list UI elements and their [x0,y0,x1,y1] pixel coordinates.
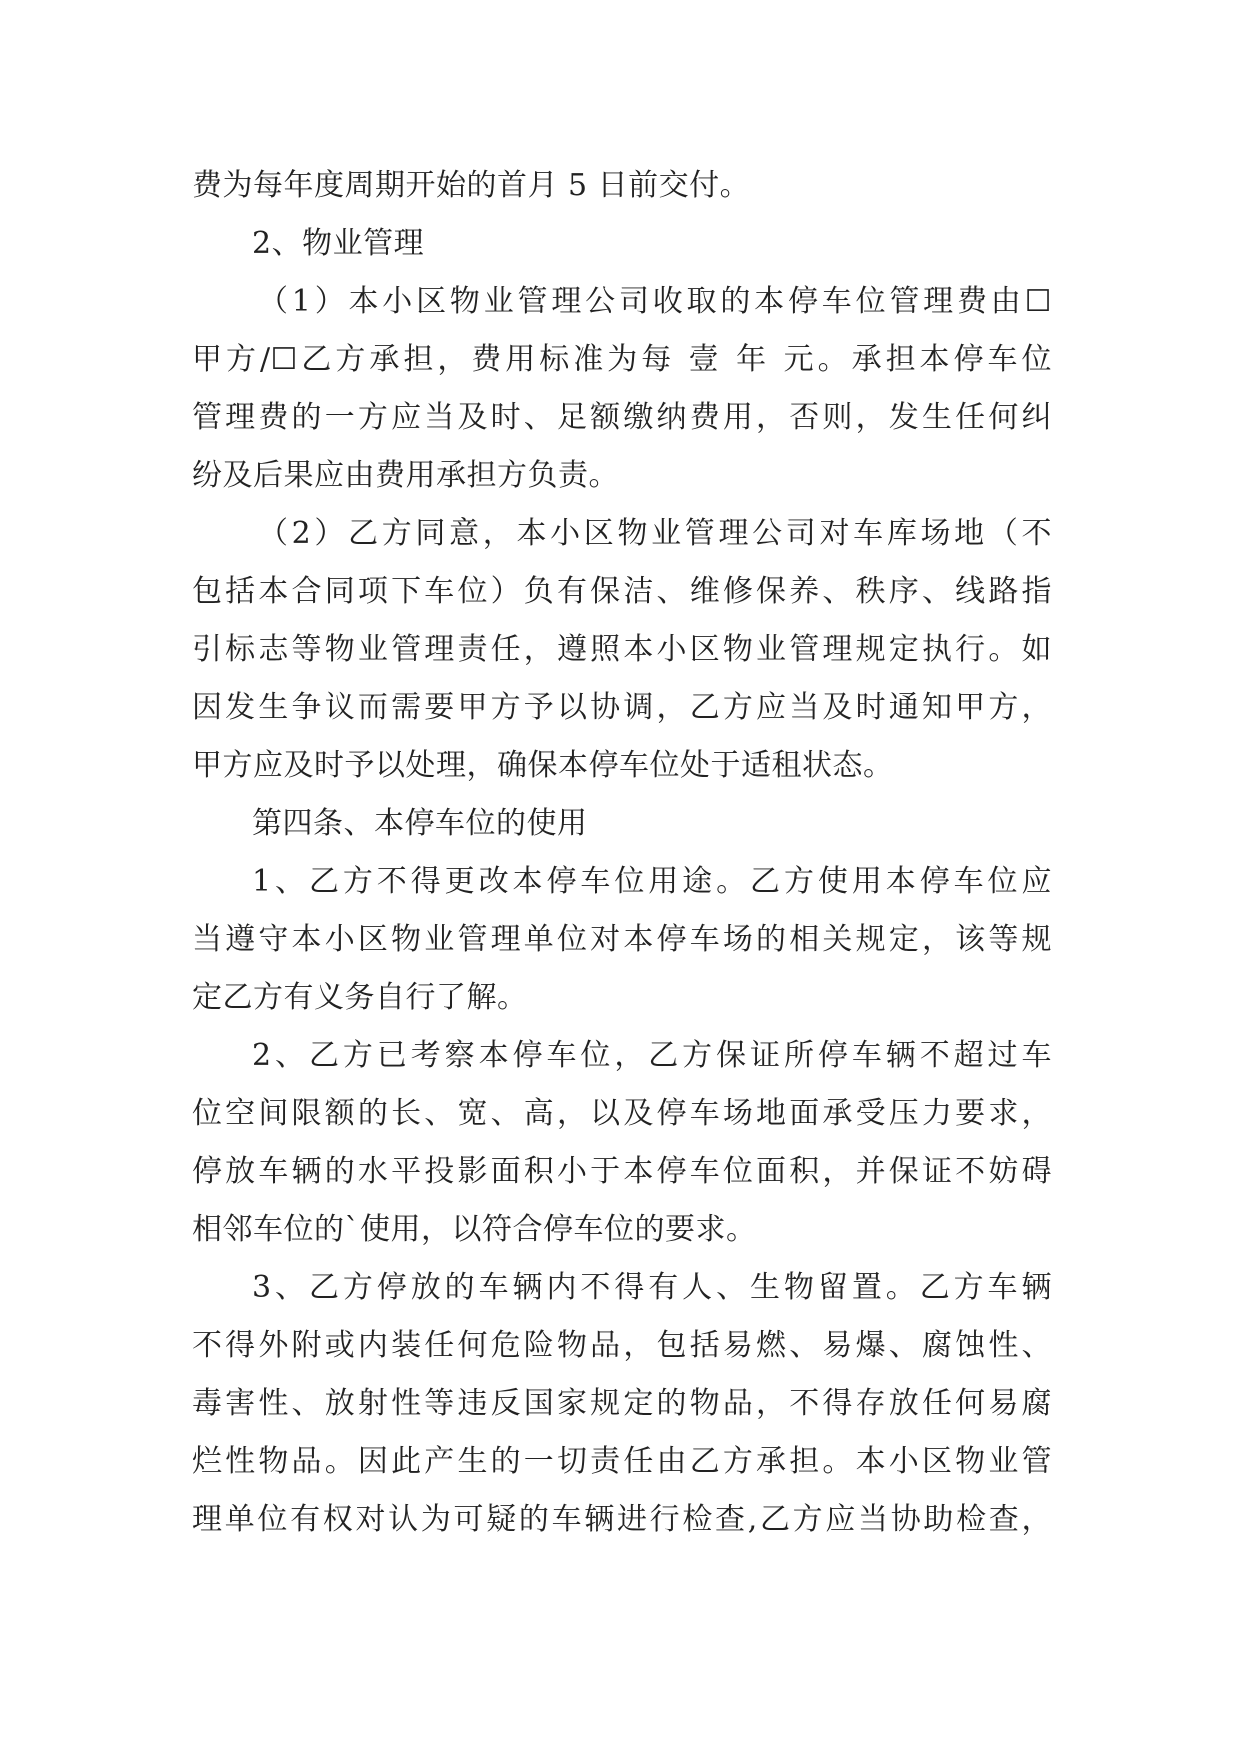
paragraph-line: 定乙方有义务自行了解。 [192,980,528,1015]
paragraph-line: 3、乙方停放的车辆内不得有人、生物留置。乙方车辆 [252,1270,1052,1305]
paragraph-line: 停放车辆的水平投影面积小于本停车位面积，并保证不妨碍 [192,1154,1052,1189]
paragraph-line: 1、乙方不得更改本停车位用途。乙方使用本停车位应 [252,864,1052,899]
paragraph-line: 2、物业管理 [252,226,425,261]
paragraph-line: （1）本小区物业管理公司收取的本停车位管理费由☐ [258,284,1052,319]
paragraph-line: 费为每年度周期开始的首月 5 日前交付。 [192,168,751,203]
paragraph-line: 纷及后果应由费用承担方负责。 [192,458,619,493]
paragraph-line: 位空间限额的长、宽、高，以及停车场地面承受压力要求， [192,1096,1052,1131]
paragraph-line: 甲方应及时予以处理，确保本停车位处于适租状态。 [192,748,894,783]
paragraph-line: 因发生争议而需要甲方予以协调，乙方应当及时通知甲方， [192,690,1052,725]
paragraph-line: 引标志等物业管理责任，遵照本小区物业管理规定执行。如 [192,632,1052,667]
paragraph-line: 毒害性、放射性等违反国家规定的物品，不得存放任何易腐 [192,1386,1052,1421]
section-heading: 第四条、本停车位的使用 [252,806,588,841]
paragraph-line: 甲方/☐乙方承担，费用标准为每 壹 年 元。承担本停车位 [192,342,1052,377]
paragraph-line: 烂性物品。因此产生的一切责任由乙方承担。本小区物业管 [192,1444,1052,1479]
paragraph-line: （2）乙方同意，本小区物业管理公司对车库场地（不 [258,516,1052,551]
paragraph-line: 当遵守本小区物业管理单位对本停车场的相关规定，该等规 [192,922,1052,957]
paragraph-line: 2、乙方已考察本停车位，乙方保证所停车辆不超过车 [252,1038,1052,1073]
paragraph-line: 理单位有权对认为可疑的车辆进行检查,乙方应当协助检查， [192,1502,1052,1537]
paragraph-line: 管理费的一方应当及时、足额缴纳费用，否则，发生任何纠 [192,400,1052,435]
paragraph-line: 不得外附或内装任何危险物品，包括易燃、易爆、腐蚀性、 [192,1328,1052,1363]
paragraph-line: 相邻车位的`使用，以符合停车位的要求。 [192,1212,757,1247]
document-body [192,157,1052,1549]
paragraph-line: 包括本合同项下车位）负有保洁、维修保养、秩序、线路指 [192,574,1052,609]
